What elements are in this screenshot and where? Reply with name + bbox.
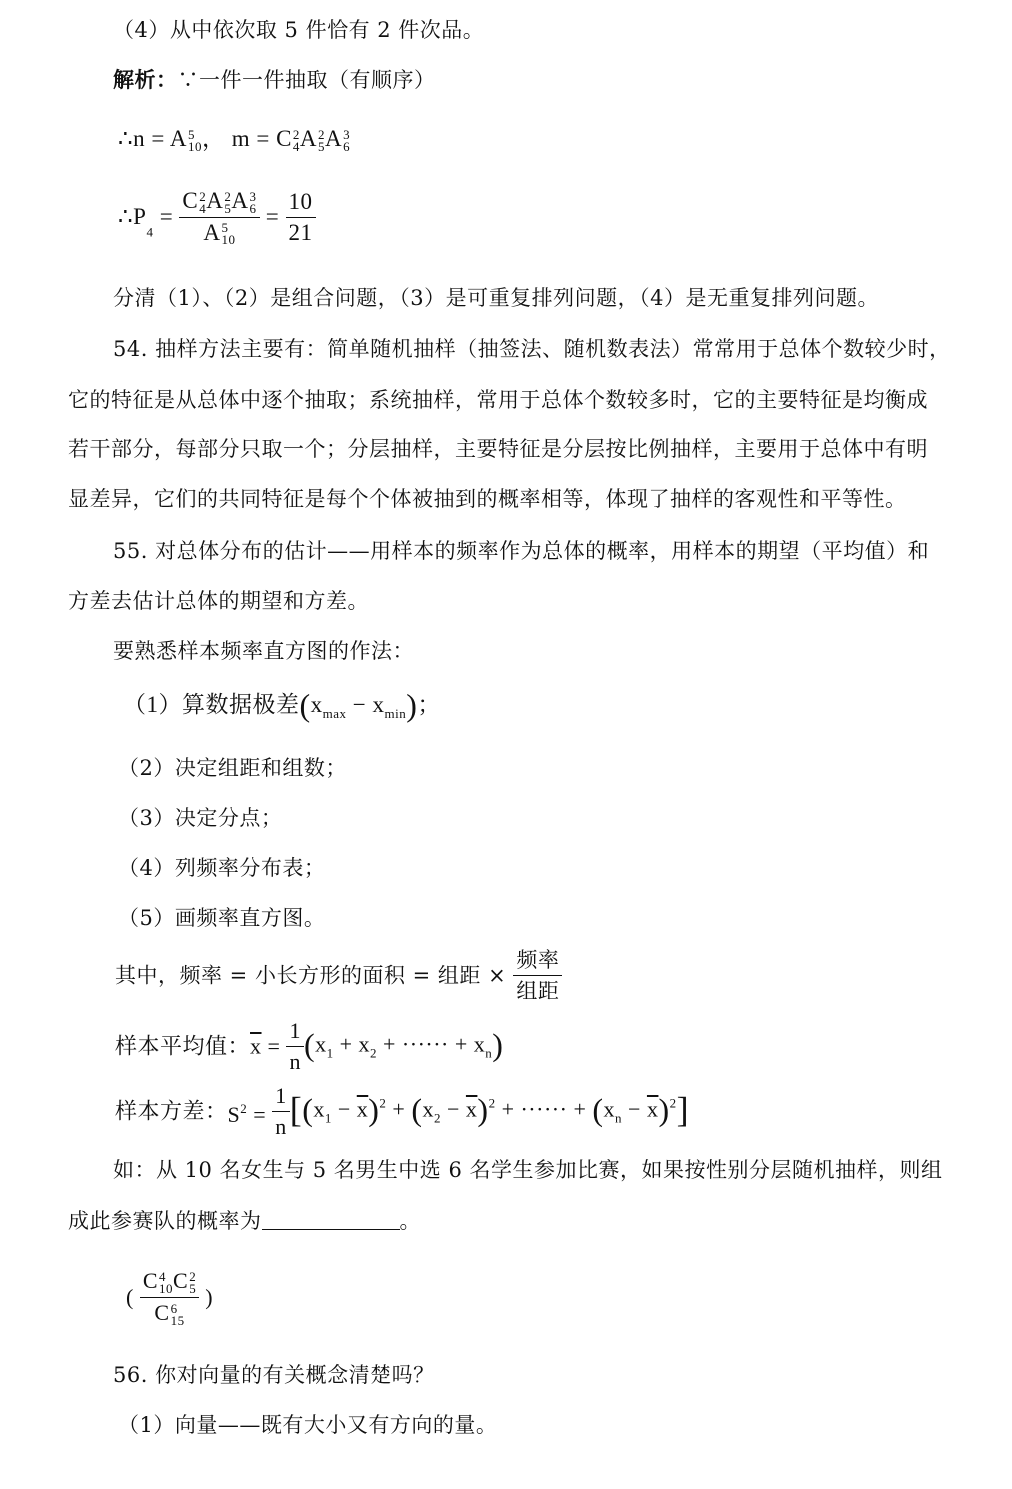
p4-fraction: C 2 4 A 2 5 A 3 6 A 5 10 <box>179 188 259 246</box>
example-line-2 <box>68 1208 421 1234</box>
step-3: （3）决定分点； <box>118 806 283 830</box>
item-4: （4）从中依次取 5 件恰有 2 件次品。 <box>113 18 485 42</box>
formula-p4: $\therefore P_4$ = C 2 4 A 2 5 A 3 6 A 5 10 = $\frac{10}{21}$ <box>118 188 316 246</box>
result-fraction <box>286 189 316 246</box>
section-54-line-3: 若干部分，每部分只取一个；分层抽样，主要特征是分层按比例抽样，主要用于总体中有明 <box>68 437 928 461</box>
frequency-formula <box>115 947 562 1004</box>
n-expression: n = A <box>133 126 187 151</box>
frequency-text: 其中，频率 = 小长方形的面积 = 组距 × <box>115 963 507 988</box>
frequency-fraction <box>513 947 562 1004</box>
analysis-label: 解析： <box>113 67 178 92</box>
analysis-line <box>113 67 436 93</box>
section-56: 56. 你对向量的有关概念清楚吗？ <box>113 1363 435 1387</box>
step-1-end: ； <box>417 692 441 717</box>
example-line-1: 如：从 10 名女生与 5 名男生中选 6 名学生参加比赛，如果按性别分层随机抽样，则组 <box>113 1158 943 1182</box>
step-1: （1）算数据极差$(x_{max} - x_{min})$； <box>123 687 441 723</box>
step-4: （4）列频率分布表； <box>118 856 326 880</box>
section-56-item-1: （1）向量——既有大小又有方向的量。 <box>118 1413 498 1437</box>
section-54-line-1: 54. 抽样方法主要有：简单随机抽样（抽签法、随机数表法）常常用于总体个数较少时， <box>113 337 951 361</box>
example-end: 。 <box>399 1209 421 1233</box>
sample-variance: 样本方差：$S^2$ = $\frac{1}{n}$ [$(x_1 - \overline{x})^2 + (x_2 - \overline{x})^2$ + ······ + $(x_n - \overline{x})^2$] <box>115 1083 690 1139</box>
answer-blank[interactable] <box>262 1209 400 1230</box>
summary-line: 分清（1）、（2）是组合问题，（3）是可重复排列问题，（4）是无重复排列问题。 <box>113 286 879 310</box>
example-answer: ( C 4 10 C 2 5 C 6 15 ) <box>126 1268 214 1328</box>
step-1-text: （1）算数据极差 <box>123 692 300 717</box>
step-5: （5）画频率直方图。 <box>118 906 326 930</box>
section-54-line-2: 它的特征是从总体中逐个抽取；系统抽样，常用于总体个数较多时，它的主要特征是均衡成 <box>68 388 928 412</box>
therefore-symbol: ∴ <box>118 126 134 151</box>
formula-n-m: ∴n = A 5 10 ， m = C 2 4 A 2 5 A 3 6 <box>118 126 351 154</box>
histogram-intro: 要熟悉样本频率直方图的作法： <box>113 639 414 663</box>
p4-symbol: P <box>133 204 147 230</box>
analysis-text: ∵一件一件抽取（有顺序） <box>177 68 436 92</box>
section-55-line-1: 55. 对总体分布的估计——用样本的频率作为总体的概率，用样本的期望（平均值）和 <box>113 539 930 563</box>
m-expression: ， m = C <box>201 126 292 151</box>
mean-label: 样本平均值： <box>115 1033 251 1059</box>
result-denominator: 21 <box>288 219 313 245</box>
sample-mean: 样本平均值：$\overline{x}$ = $\frac{1}{n}$ ($x_1 + x_2$ + ······ + $x_n$) <box>115 1018 504 1074</box>
frequency-numerator: 频率 <box>513 947 562 976</box>
variance-label: 样本方差： <box>115 1098 228 1124</box>
step-2: （2）决定组距和组数； <box>118 756 347 780</box>
example-line-2-text: 成此参赛队的概率为 <box>68 1209 262 1233</box>
result-numerator: 10 <box>286 189 316 218</box>
section-55-line-2: 方差去估计总体的期望和方差。 <box>68 589 369 613</box>
frequency-denominator: 组距 <box>516 979 560 1003</box>
section-54-line-4: 显差异，它们的共同特征是每个个体被抽到的概率相等，体现了抽样的客观性和平等性。 <box>68 487 907 511</box>
therefore-symbol-2: ∴ <box>118 204 134 230</box>
